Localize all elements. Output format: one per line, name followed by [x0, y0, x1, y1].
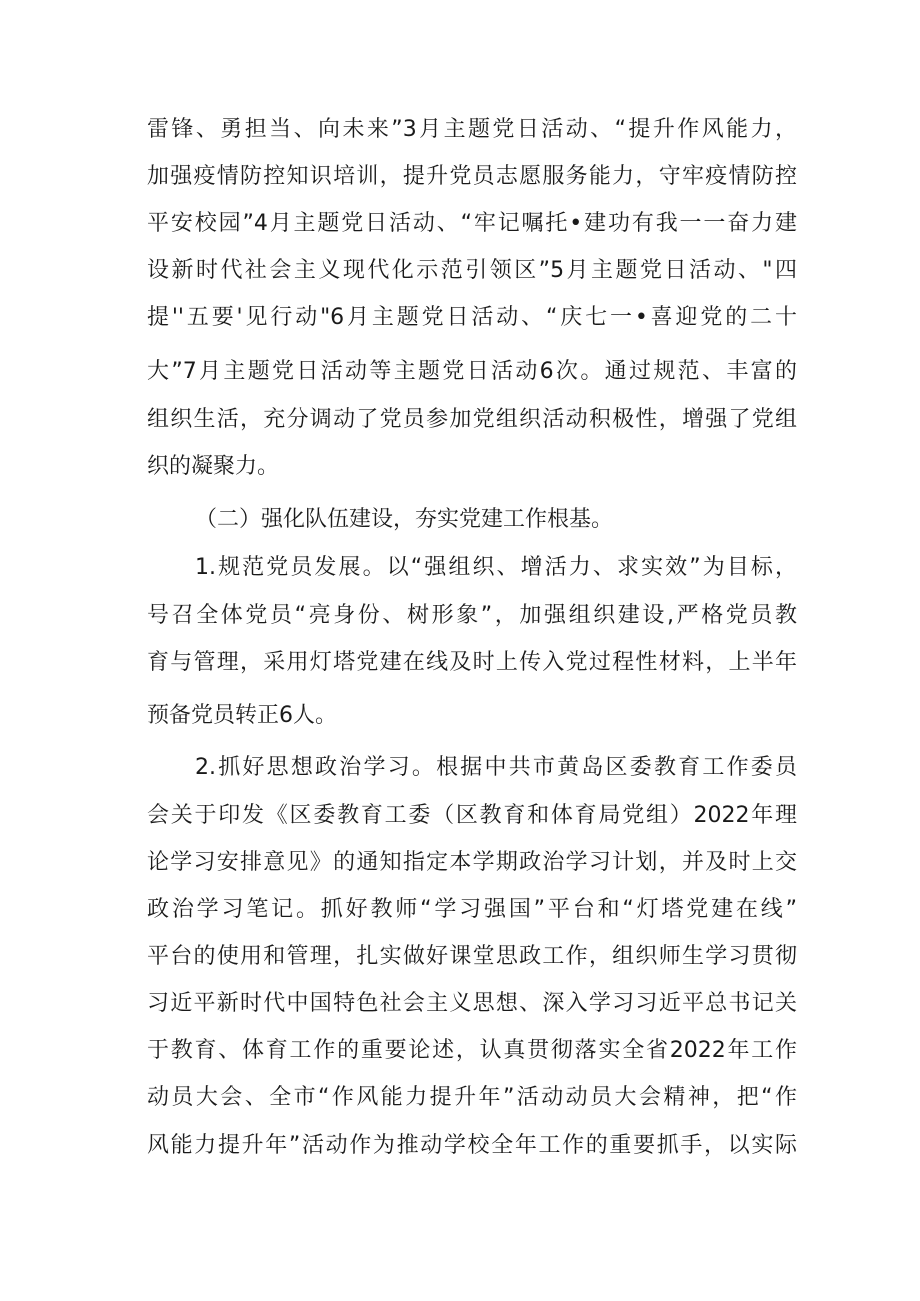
paragraph-line: 论学习安排意见》的通知指定本学期政治学习计划，并及时上交: [147, 850, 797, 875]
paragraph-line: 育与管理，采用灯塔党建在线及时上传入党过程性材料，上半年: [147, 650, 797, 675]
paragraph-line: 动员大会、全市“作风能力提升年”活动动员大会精神，把“作: [147, 1085, 797, 1110]
paragraph-line: 政治学习笔记。抓好教师“学习强国”平台和“灯塔党建在线”: [147, 897, 797, 922]
paragraph-line: 预备党员转正6人。: [147, 703, 337, 728]
paragraph-line: 会关于印发《区委教育工委（区教育和体育局党组）2022年理: [147, 803, 797, 828]
paragraph-line: 加强疫情防控知识培训，提升党员志愿服务能力，守牢疫情防控: [147, 164, 797, 189]
paragraph-line: 习近平新时代中国特色社会主义思想、深入学习习近平总书记关: [147, 991, 797, 1016]
paragraph-line: 1.规范党员发展。以“强组织、增活力、求实效”为目标，: [195, 555, 797, 580]
paragraph-line: 提''五要'见行动"6月主题党日活动、“庆七一•喜迎党的二十: [147, 305, 797, 330]
paragraph-line: 织的凝聚力。: [147, 454, 280, 479]
paragraph-line: 平台的使用和管理，扎实做好课堂思政工作，组织师生学习贯彻: [147, 944, 797, 969]
paragraph-line: 号召全体党员“亮身份、树形象”，加强组织建设,严格党员教: [147, 603, 797, 628]
paragraph-line: 设新时代社会主义现代化示范引领区”5月主题党日活动、"四: [147, 258, 797, 283]
paragraph-line: 平安校园”4月主题党日活动、“牢记嘱托•建功有我一一奋力建: [147, 211, 797, 236]
paragraph-line: 风能力提升年”活动作为推动学校全年工作的重要抓手，以实际: [147, 1133, 797, 1158]
paragraph-line: 于教育、体育工作的重要论述，认真贯彻落实全省2022年工作: [147, 1038, 797, 1063]
paragraph-line: 雷锋、勇担当、向未来”3月主题党日活动、“提升作风能力，: [147, 117, 797, 142]
paragraph-line: 大”7月主题党日活动等主题党日活动6次。通过规范、丰富的: [147, 359, 797, 384]
section-heading: （二）强化队伍建设，夯实党建工作根基。: [195, 507, 614, 532]
paragraph-line: 组织生活，充分调动了党员参加党组织活动积极性，增强了党组: [147, 407, 797, 432]
paragraph-line: 2.抓好思想政治学习。根据中共市黄岛区委教育工作委员: [195, 755, 797, 780]
